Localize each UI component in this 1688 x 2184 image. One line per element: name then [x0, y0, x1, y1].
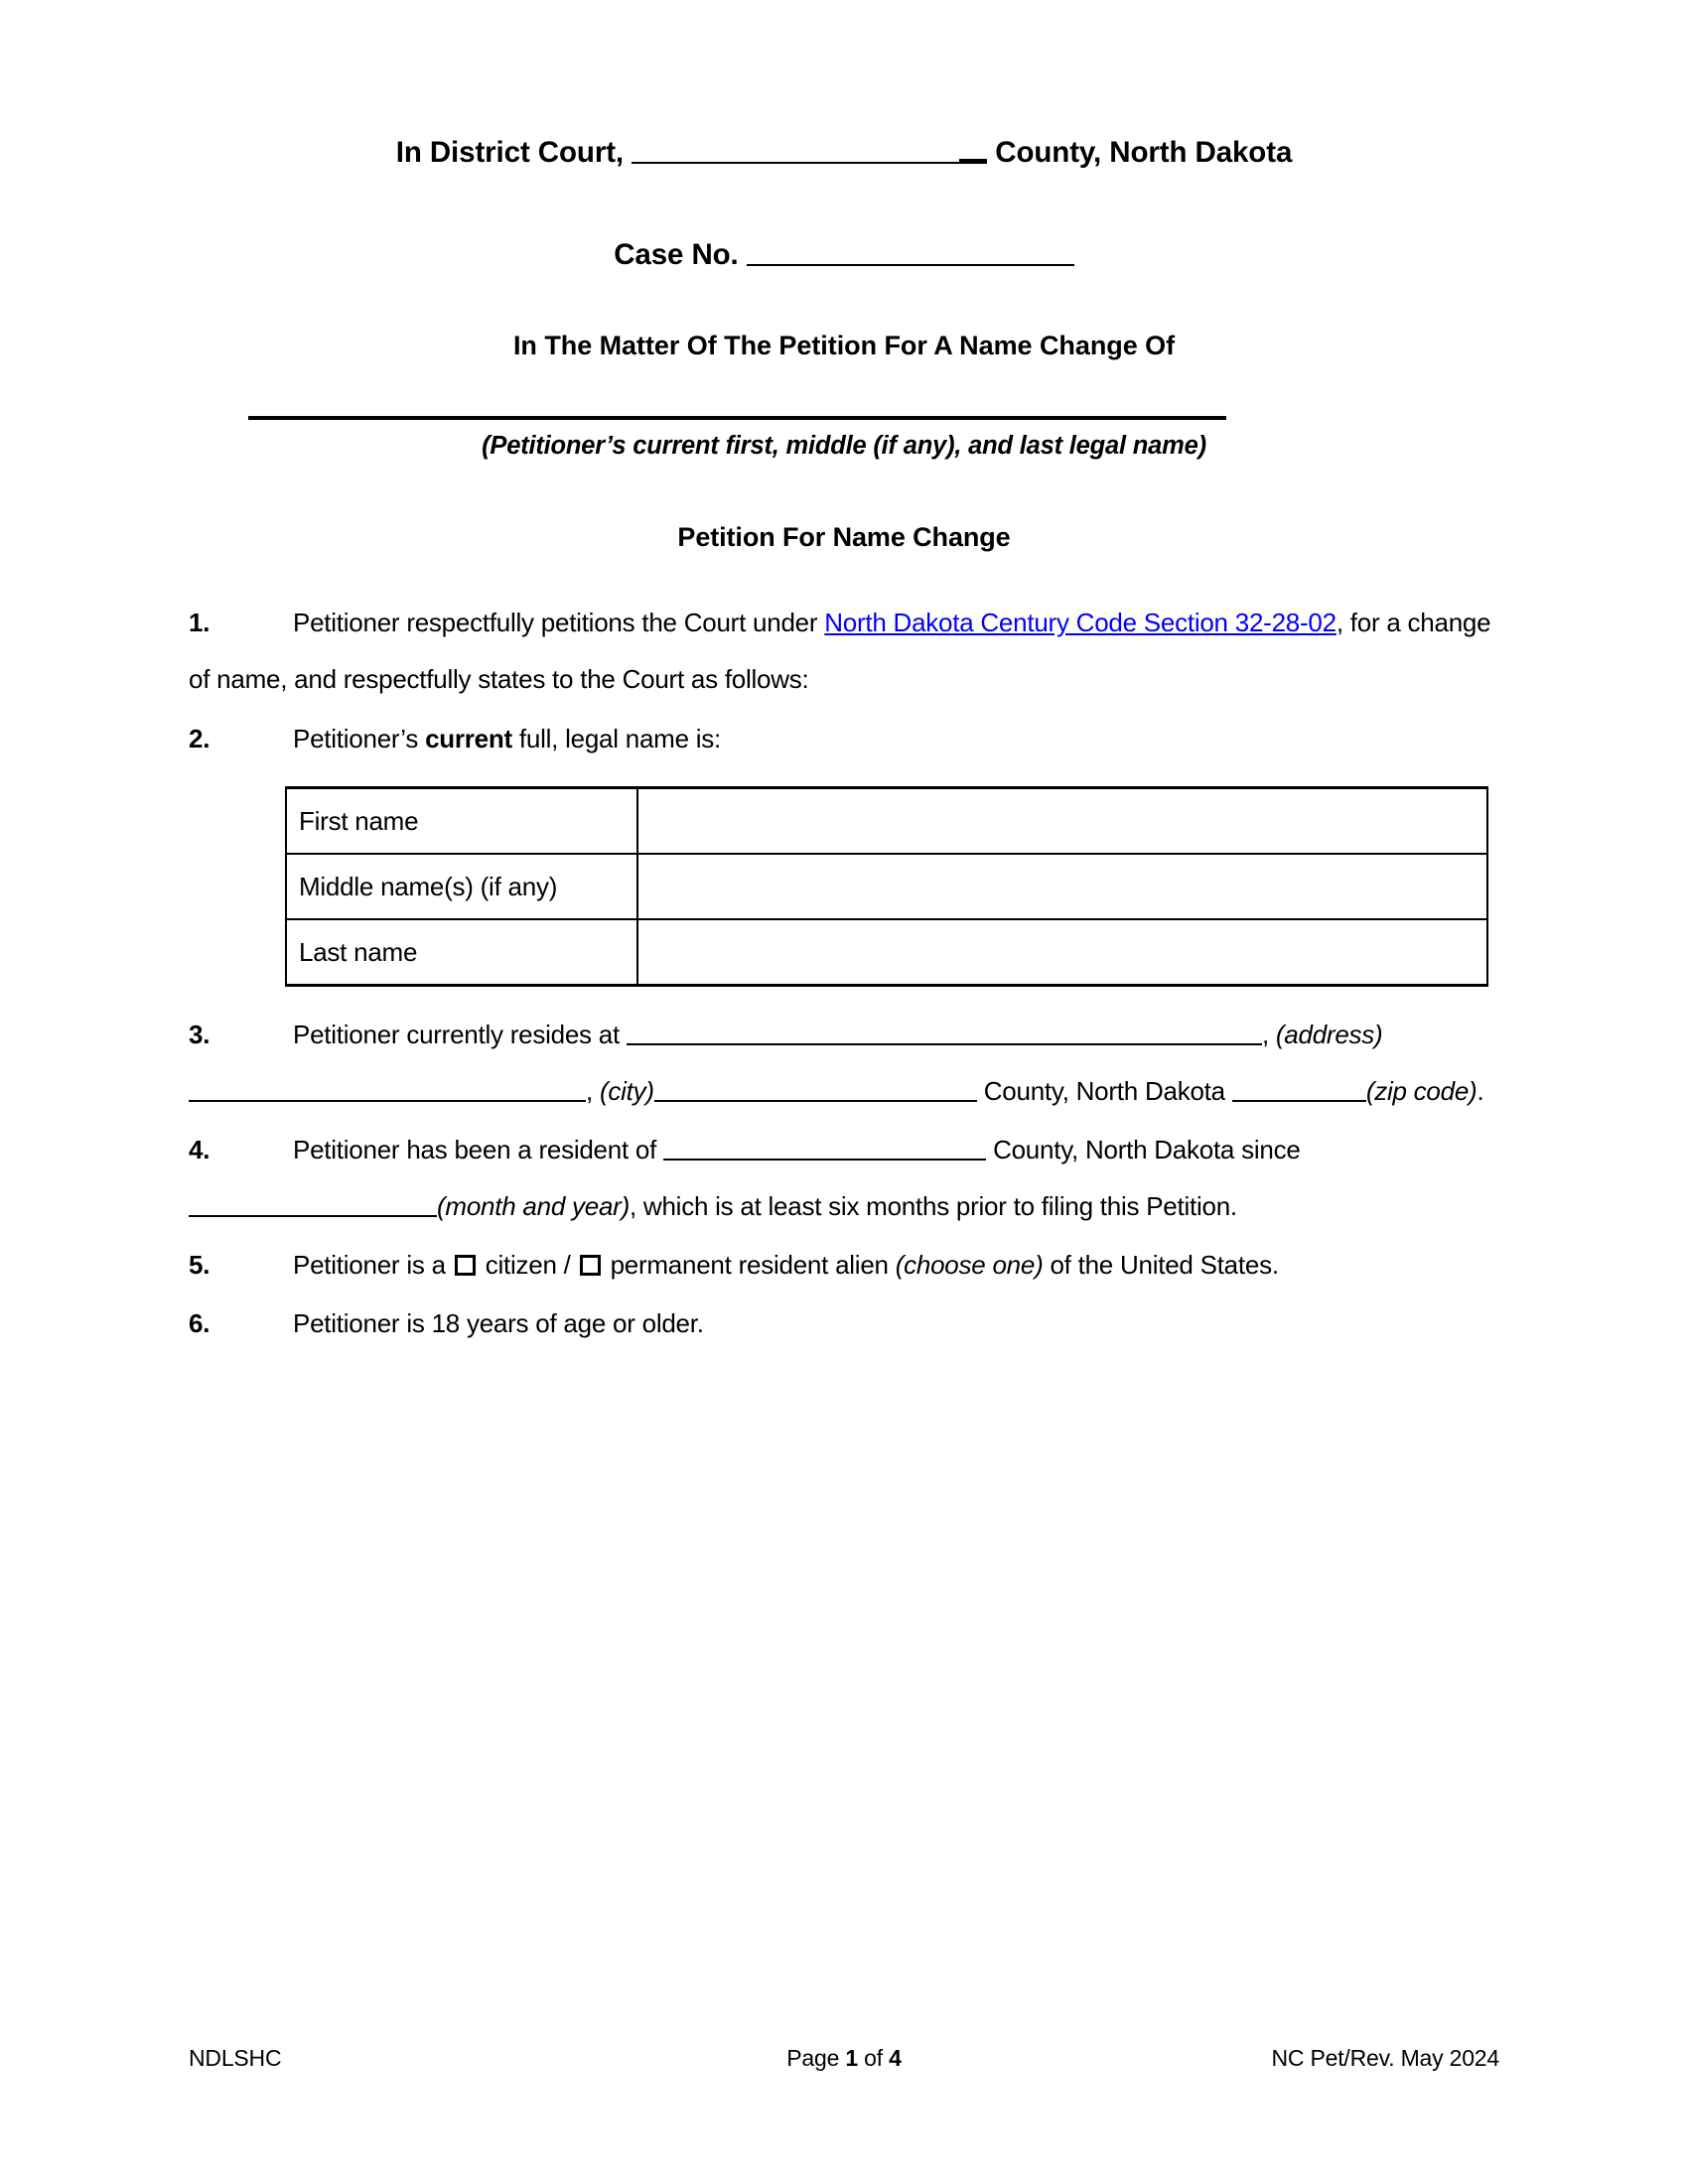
item-5-seg2: of the United States.: [1043, 1250, 1279, 1281]
city-hint: (city): [599, 1076, 654, 1107]
county-blank-field[interactable]: [632, 132, 959, 164]
item-1: [189, 595, 1499, 708]
footer-page-prefix: Page: [786, 2045, 846, 2071]
footer-current-page: 1: [845, 2045, 858, 2071]
footer-total-pages: 4: [889, 2045, 902, 2071]
item-2-tail: full, legal name is:: [511, 724, 721, 754]
item-4-seg2: County, North Dakota: [986, 1135, 1242, 1165]
item-3-seg2: ,: [1261, 1020, 1276, 1050]
table-row: [286, 854, 1487, 919]
table-row: [286, 919, 1487, 986]
matter-title: In The Matter Of The Petition For A Name Change Of: [512, 331, 1176, 361]
item-4-body: [189, 1122, 1499, 1235]
choose-one-hint: (choose one): [895, 1250, 1044, 1281]
item-3-number: 3.: [189, 1020, 211, 1050]
item-3-body: [189, 1007, 1499, 1120]
table-row: [286, 788, 1487, 855]
permanent-resident-alien-checkbox[interactable]: [580, 1255, 601, 1276]
petitioner-name-blank-rule[interactable]: [248, 416, 1226, 420]
item-1-text-before-link: Petitioner respectfully petitions the Court under: [293, 608, 825, 638]
last-name-input[interactable]: [637, 919, 1487, 986]
item-5-body: [293, 1237, 1499, 1294]
case-number-blank-field[interactable]: [747, 234, 1074, 266]
item-4-seg1: Petitioner has been a resident of: [293, 1135, 664, 1165]
residence-line-blank[interactable]: [627, 1018, 1262, 1046]
case-no-label: Case No.: [614, 237, 739, 271]
zip-hint: (zip code): [1365, 1076, 1477, 1107]
address-blank[interactable]: [189, 1074, 586, 1103]
middle-name-label: Middle name(s) (if any): [286, 854, 637, 919]
item-1-body: [189, 595, 1499, 708]
citizen-label: citizen /: [478, 1250, 578, 1281]
resident-county-blank[interactable]: [663, 1133, 986, 1161]
item-5: [189, 1237, 1499, 1294]
address-hint: (address): [1275, 1020, 1383, 1050]
item-2-bold-current: current: [425, 724, 512, 754]
current-name-table: [285, 786, 1488, 987]
permanent-resident-alien-label: permanent resident alien: [603, 1250, 896, 1281]
last-name-label: Last name: [286, 919, 637, 986]
ndcc-link[interactable]: North Dakota Century Code Section 32-28-02: [824, 608, 1336, 638]
item-1-text-after-link: , for a change of name, and respectfully states to the Court as follows:: [189, 608, 1491, 695]
middle-name-input[interactable]: [637, 854, 1487, 919]
item-2-body: [293, 711, 1499, 767]
since-month-year-blank[interactable]: [189, 1189, 437, 1218]
case-number-line: [189, 234, 1499, 270]
item-3-seg9: .: [1477, 1076, 1484, 1107]
court-header-prefix: In District Court,: [395, 136, 625, 170]
item-3-seg1: Petitioner currently resides at: [293, 1020, 627, 1050]
item-4-seg6: Petition.: [1146, 1191, 1237, 1222]
item-2-lead: Petitioner’s: [293, 724, 426, 754]
city-blank[interactable]: [654, 1074, 977, 1103]
footer-right-revision: NC Pet/Rev. May 2024: [1271, 2045, 1499, 2071]
first-name-label: First name: [286, 788, 637, 855]
item-3-seg7: North Dakota: [1075, 1076, 1232, 1107]
item-6: [189, 1296, 1499, 1352]
item-4-seg5: , which is at least six months prior to filing this: [629, 1191, 1147, 1222]
item-4-seg3: since: [1241, 1135, 1301, 1165]
petitioner-name-caption: (Petitioner’s current first, middle (if any), and last legal name): [482, 432, 1206, 461]
footer-left-agency: NDLSHC: [189, 2045, 282, 2071]
item-3-seg4: ,: [586, 1076, 600, 1107]
item-4-number: 4.: [189, 1135, 211, 1165]
footer-page-mid: of: [857, 2045, 890, 2071]
county-blank-field-cap[interactable]: [959, 129, 987, 164]
item-6-number: 6.: [189, 1308, 211, 1339]
item-6-body: Petitioner is 18 years of age or older.: [293, 1308, 704, 1339]
item-5-number: 5.: [189, 1250, 211, 1281]
item-3-seg6: County,: [976, 1076, 1076, 1107]
petition-title: Petition For Name Change: [677, 522, 1011, 553]
item-2-number: 2.: [189, 724, 211, 754]
item-4: [189, 1122, 1499, 1235]
month-year-hint: (month and year): [437, 1191, 630, 1222]
first-name-input[interactable]: [637, 788, 1487, 855]
court-header-suffix: County, North Dakota: [995, 136, 1293, 170]
citizen-checkbox[interactable]: [455, 1255, 476, 1276]
document-body: [189, 129, 1499, 1352]
item-5-seg1: Petitioner is a: [293, 1250, 453, 1281]
court-header-line: [189, 129, 1499, 168]
item-2: [189, 711, 1499, 767]
item-1-number: 1.: [189, 608, 211, 638]
zip-blank[interactable]: [1232, 1074, 1366, 1103]
item-3: [189, 1007, 1499, 1120]
